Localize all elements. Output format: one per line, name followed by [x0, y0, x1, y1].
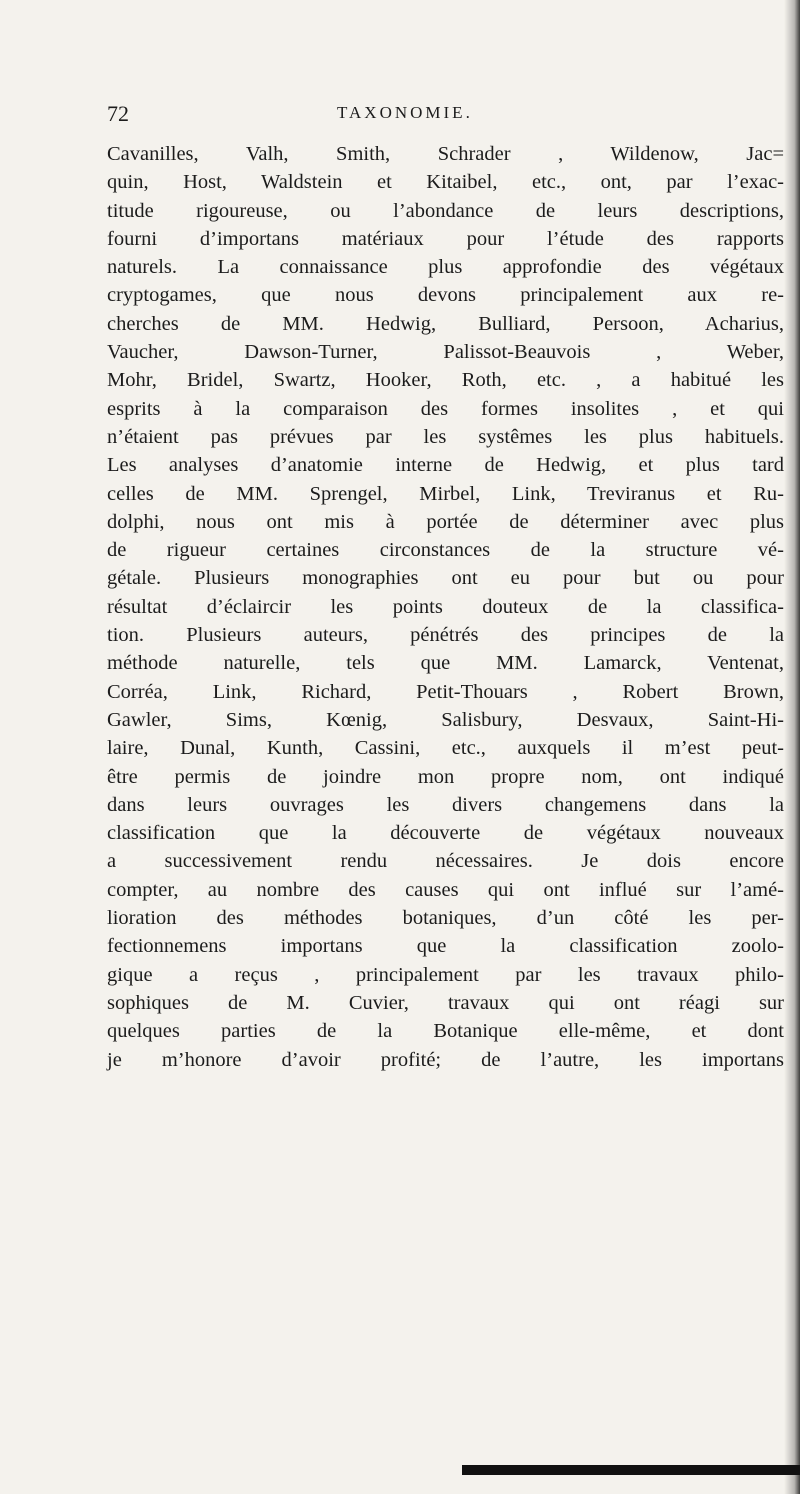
text-line: compter, au nombre des causes qui ont influé sur l’amé- — [107, 878, 784, 901]
text-line: cryptogames, que nous devons principalement aux re- — [107, 284, 784, 307]
text-line: Corréa, Link, Richard, Petit-Thouars , Robert Brown, — [107, 680, 784, 703]
text-line: laire, Dunal, Kunth, Cassini, etc., auxquels il m’est peut- — [107, 737, 784, 760]
running-head: TAXONOMIE. — [337, 103, 473, 122]
text-line: de rigueur certaines circonstances de la structure vé- — [107, 539, 784, 562]
text-line: gique a reçus , principalement par les travaux philo- — [107, 963, 784, 986]
text-line: Cavanilles, Valh, Smith, Schrader , Wildenow, Jac= — [107, 143, 784, 165]
text-line: titude rigoureuse, ou l’abondance de leurs descriptions, — [107, 199, 784, 222]
text-line: lioration des méthodes botaniques, d’un côté les per- — [107, 907, 784, 930]
text-line: être permis de joindre mon propre nom, ont indiqué — [107, 765, 784, 788]
page-edge-shadow — [784, 0, 800, 1494]
text-line: méthode naturelle, tels que MM. Lamarck, Ventenat, — [107, 652, 784, 675]
text-line: quelques parties de la Botanique elle-même, et dont — [107, 1020, 784, 1043]
text-line: classification que la découverte de végétaux nouveaux — [107, 822, 784, 845]
text-line: Vaucher, Dawson-Turner, Palissot-Beauvois , Weber, — [107, 341, 784, 364]
bottom-edge-rule — [462, 1465, 800, 1475]
text-line: Gawler, Sims, Kœnig, Salisbury, Desvaux, Saint-Hi- — [107, 708, 784, 731]
text-line: quin, Host, Waldstein et Kitaibel, etc., ont, par l’exac- — [107, 171, 784, 194]
page-header — [107, 101, 747, 125]
text-line: Mohr, Bridel, Swartz, Hooker, Roth, etc. , a habitué les — [107, 369, 784, 392]
text-line: gétale. Plusieurs monographies ont eu pour but ou pour — [107, 567, 784, 590]
text-line: a successivement rendu nécessaires. Je dois encore — [107, 850, 784, 873]
text-line: n’étaient pas prévues par les systêmes les plus habituels. — [107, 425, 784, 448]
text-line: tion. Plusieurs auteurs, pénétrés des principes de la — [107, 624, 784, 647]
text-line: sophiques de M. Cuvier, travaux qui ont réagi sur — [107, 991, 784, 1014]
text-line: esprits à la comparaison des formes insolites , et qui — [107, 397, 784, 420]
body-text — [107, 140, 784, 1074]
text-line: Les analyses d’anatomie interne de Hedwig, et plus tard — [107, 454, 784, 477]
text-line: fectionnemens importans que la classification zoolo- — [107, 935, 784, 958]
text-line: je m’honore d’avoir profité; de l’autre, les importans — [107, 1048, 784, 1071]
text-line: résultat d’éclaircir les points douteux de la classifica- — [107, 595, 784, 618]
text-line: cherches de MM. Hedwig, Bulliard, Persoon, Acharius, — [107, 312, 784, 335]
text-line: celles de MM. Sprengel, Mirbel, Link, Treviranus et Ru- — [107, 482, 784, 505]
text-line: dolphi, nous ont mis à portée de déterminer avec plus — [107, 510, 784, 533]
page-number: 72 — [107, 101, 129, 126]
text-line: dans leurs ouvrages les divers changemens dans la — [107, 793, 784, 816]
text-line: fourni d’importans matériaux pour l’étude des rapports — [107, 227, 784, 250]
text-line: naturels. La connaissance plus approfondie des végétaux — [107, 256, 784, 279]
